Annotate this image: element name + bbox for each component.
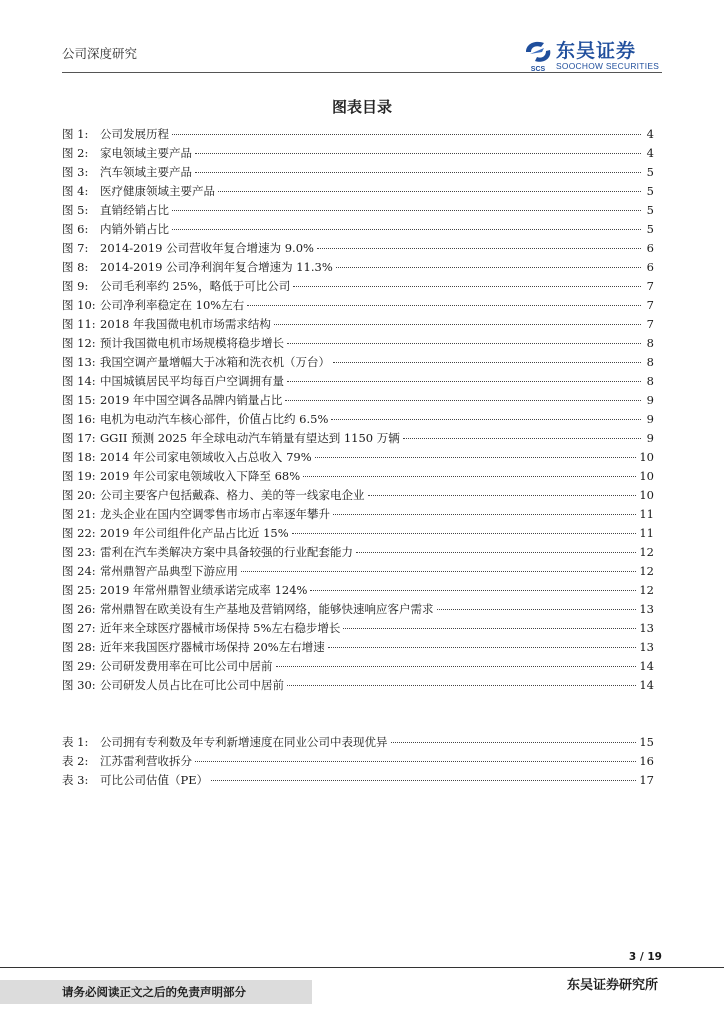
toc-entry-leader: [368, 494, 637, 496]
toc-entry[interactable]: [62, 505, 654, 524]
toc-entry-label: 图 24:: [62, 564, 96, 578]
page-number: 3 / 19: [628, 951, 662, 963]
toc-entry-page: 6: [646, 260, 654, 274]
toc-entry-label: 图 19:: [62, 469, 96, 483]
toc-entry-label: 图 9:: [62, 279, 89, 293]
toc-entry-page: 4: [646, 146, 654, 160]
toc-entry-page: 15: [639, 735, 654, 749]
toc-entry-title: 中国城镇居民平均每百户空调拥有量: [100, 374, 284, 388]
toc-entry-title: 近年来我国医疗器械市场保持 20%左右增速: [100, 640, 325, 654]
toc-entry-label: 图 28:: [62, 640, 96, 654]
toc-entry-page: 7: [646, 279, 654, 293]
toc-entry-page: 4: [646, 127, 654, 141]
toc-entry-title: 2014-2019 公司营收年复合增速为 9.0%: [100, 241, 314, 255]
toc-entry-leader: [391, 741, 637, 743]
toc-entry[interactable]: [62, 429, 654, 448]
toc-entry[interactable]: [62, 524, 654, 543]
toc-entry-leader: [241, 570, 636, 572]
toc-entry-leader: [172, 209, 641, 211]
toc-entry-title: 直销经销占比: [100, 203, 169, 217]
toc-entry[interactable]: [62, 277, 654, 296]
toc-entry-leader: [333, 361, 641, 363]
toc-entry-page: 13: [639, 621, 654, 635]
toc-entry-page: 9: [646, 412, 654, 426]
toc-entry-page: 16: [639, 754, 654, 768]
toc-entry-title: 医疗健康领域主要产品: [100, 184, 215, 198]
toc-entry-label: 图 4:: [62, 184, 89, 198]
toc-entry-page: 17: [639, 773, 654, 787]
toc-entry-label: 表 2:: [62, 754, 89, 768]
toc-entry[interactable]: [62, 220, 654, 239]
toc-entry-label: 表 3:: [62, 773, 89, 787]
toc-entry-page: 8: [646, 336, 654, 350]
toc-entry[interactable]: [62, 144, 654, 163]
toc-entry-leader: [315, 456, 637, 458]
toc-entry-page: 5: [646, 165, 654, 179]
toc-entry-page: 10: [639, 450, 654, 464]
toc-entry-label: 图 3:: [62, 165, 89, 179]
toc-entry-page: 12: [639, 564, 654, 578]
toc-entry-page: 5: [646, 222, 654, 236]
toc-entry[interactable]: [62, 619, 654, 638]
toc-entry-label: 图 27:: [62, 621, 96, 635]
toc-entry[interactable]: [62, 201, 654, 220]
toc-entry[interactable]: [62, 467, 654, 486]
toc-entry-leader: [195, 171, 641, 173]
toc-entry-title: 电机为电动汽车核心部件，价值占比约 6.5%: [100, 412, 329, 426]
toc-entry-leader: [328, 646, 637, 648]
toc-entry-leader: [172, 228, 641, 230]
toc-entry[interactable]: [62, 334, 654, 353]
toc-entry-title: 2014-2019 公司净利润年复合增速为 11.3%: [100, 260, 333, 274]
toc-entry-leader: [172, 133, 641, 135]
toc-entry-label: 图 11:: [62, 317, 96, 331]
toc-entry[interactable]: [62, 638, 654, 657]
toc-entry-title: 公司毛利率约 25%，略低于可比公司: [100, 279, 291, 293]
toc-entry-page: 13: [639, 602, 654, 616]
toc-entry-title: 公司发展历程: [100, 127, 169, 141]
toc-entry-page: 14: [639, 678, 654, 692]
toc-entry-title: 江苏雷利营收拆分: [100, 754, 192, 768]
toc-entry-label: 图 21:: [62, 507, 96, 521]
toc-entry[interactable]: [62, 581, 654, 600]
toc-entry-label: 图 15:: [62, 393, 96, 407]
toc-entry-page: 11: [639, 526, 654, 540]
toc-entry-page: 9: [646, 431, 654, 445]
toc-entry[interactable]: [62, 676, 654, 695]
toc-entry-label: 图 2:: [62, 146, 89, 160]
toc-entry[interactable]: [62, 391, 654, 410]
toc-entry-title: 公司研发费用率在可比公司中居前: [100, 659, 273, 673]
toc-entry[interactable]: [62, 125, 654, 144]
toc-entry-leader: [293, 285, 641, 287]
toc-entry-title: 2019 年公司家电领域收入下降至 68%: [100, 469, 301, 483]
toc-entry-label: 图 25:: [62, 583, 96, 597]
toc-entry-label: 图 22:: [62, 526, 96, 540]
toc-entry-leader: [195, 760, 636, 762]
toc-entry-title: 2019 年常州鼎智业绩承诺完成率 124%: [100, 583, 308, 597]
soochow-logo-mark-icon: [522, 38, 554, 72]
toc-entry[interactable]: [62, 315, 654, 334]
toc-entry[interactable]: [62, 296, 654, 315]
toc-entry-page: 9: [646, 393, 654, 407]
toc-entry-title: 公司净利率稳定在 10%左右: [100, 298, 245, 312]
toc-entry-label: 图 6:: [62, 222, 89, 236]
toc-entry-title: 内销外销占比: [100, 222, 169, 236]
toc-entry-page: 7: [646, 298, 654, 312]
toc-entry-leader: [211, 779, 636, 781]
toc-entry-label: 图 7:: [62, 241, 89, 255]
toc-entry[interactable]: [62, 182, 654, 201]
toc-entry-leader: [274, 323, 641, 325]
toc-entry-title: 公司拥有专利数及年专利新增速度在同业公司中表现优异: [100, 735, 388, 749]
footer-divider: [0, 967, 724, 968]
toc-entry-leader: [285, 399, 641, 401]
toc-entry-leader: [287, 342, 641, 344]
report-category: 公司深度研究: [62, 46, 138, 61]
toc-entry-label: 图 5:: [62, 203, 89, 217]
toc-entry-leader: [356, 551, 636, 553]
toc-entry-leader: [195, 152, 641, 154]
research-institute-name: 东吴证券研究所: [566, 978, 658, 993]
toc-entry-title: 2018 年我国微电机市场需求结构: [100, 317, 271, 331]
toc-entry-title: 2019 年中国空调各品牌内销量占比: [100, 393, 283, 407]
toc-entry-leader: [333, 513, 636, 515]
toc-entry-title: 可比公司估值（PE）: [100, 773, 209, 787]
toc-entry-title: 2019 年公司组件化产品占比近 15%: [100, 526, 289, 540]
toc-entry-title: 常州鼎智在欧美设有生产基地及营销网络，能够快速响应客户需求: [100, 602, 434, 616]
toc-entry-page: 11: [639, 507, 654, 521]
toc-entry-leader: [403, 437, 641, 439]
toc-entry[interactable]: [62, 733, 654, 752]
toc-entry-title: 近年来全球医疗器械市场保持 5%左右稳步增长: [100, 621, 341, 635]
toc-entry-label: 图 23:: [62, 545, 96, 559]
toc-entry-page: 13: [639, 640, 654, 654]
toc-entry-title: 公司研发人员占比在可比公司中居前: [100, 678, 284, 692]
toc-entry-title: 家电领域主要产品: [100, 146, 192, 160]
toc-title: 图表目录: [331, 98, 392, 116]
header-divider: [62, 72, 662, 73]
toc-entry[interactable]: [62, 353, 654, 372]
toc-entry-page: 14: [639, 659, 654, 673]
toc-entry[interactable]: [62, 448, 654, 467]
disclaimer-text: 请务必阅读正文之后的免责声明部分: [62, 985, 246, 999]
toc-entry-title: GGII 预测 2025 年全球电动汽车销量有望达到 1150 万辆: [100, 431, 400, 445]
toc-entry[interactable]: [62, 771, 654, 790]
toc-entry[interactable]: [62, 372, 654, 391]
toc-entry-label: 图 1:: [62, 127, 89, 141]
toc-entry-label: 表 1:: [62, 735, 89, 749]
toc-entry-label: 图 26:: [62, 602, 96, 616]
toc-entry-title: 常州鼎智产品典型下游应用: [100, 564, 238, 578]
toc-entry-title: 预计我国微电机市场规模将稳步增长: [100, 336, 284, 350]
toc-entry-label: 图 14:: [62, 374, 96, 388]
toc-entry-page: 12: [639, 545, 654, 559]
toc-entry-page: 5: [646, 184, 654, 198]
toc-entry[interactable]: [62, 657, 654, 676]
toc-entry-page: 6: [646, 241, 654, 255]
toc-entry[interactable]: [62, 239, 654, 258]
toc-entry-page: 7: [646, 317, 654, 331]
toc-entry-leader: [437, 608, 637, 610]
toc-entry-leader: [303, 475, 636, 477]
toc-entry-leader: [310, 589, 636, 591]
toc-entry-page: 8: [646, 374, 654, 388]
toc-entry-leader: [287, 380, 641, 382]
toc-entry-leader: [247, 304, 641, 306]
toc-entry-label: 图 18:: [62, 450, 96, 464]
toc-entry-leader: [317, 247, 641, 249]
toc-entry-label: 图 16:: [62, 412, 96, 426]
toc-entry-page: 10: [639, 469, 654, 483]
table-index-list: [62, 733, 654, 790]
toc-entry-label: 图 20:: [62, 488, 96, 502]
toc-entry-title: 我国空调产量增幅大于冰箱和洗衣机（万台）: [100, 355, 330, 369]
toc-entry[interactable]: [62, 163, 654, 182]
toc-entry-page: 12: [639, 583, 654, 597]
logo-chinese-name: 东吴证券: [556, 40, 637, 62]
figure-index-list: [62, 125, 654, 695]
company-logo: [522, 38, 674, 74]
toc-entry-label: 图 29:: [62, 659, 96, 673]
logo-english-name: SOOCHOW SECURITIES: [556, 61, 660, 71]
toc-entry[interactable]: [62, 562, 654, 581]
toc-entry[interactable]: [62, 486, 654, 505]
toc-entry-label: 图 13:: [62, 355, 96, 369]
toc-entry-leader: [218, 190, 641, 192]
logo-mark-text: SCS: [530, 66, 546, 72]
toc-entry[interactable]: [62, 410, 654, 429]
toc-entry-label: 图 12:: [62, 336, 96, 350]
toc-entry-leader: [276, 665, 637, 667]
toc-entry[interactable]: [62, 600, 654, 619]
toc-entry-page: 5: [646, 203, 654, 217]
toc-entry-title: 2014 年公司家电领域收入占总收入 79%: [100, 450, 312, 464]
toc-entry-label: 图 17:: [62, 431, 96, 445]
toc-entry-page: 8: [646, 355, 654, 369]
toc-entry-leader: [336, 266, 641, 268]
toc-entry-title: 公司主要客户包括戴森、格力、美的等一线家电企业: [100, 488, 365, 502]
toc-entry[interactable]: [62, 752, 654, 771]
toc-entry-leader: [343, 627, 636, 629]
toc-entry-label: 图 30:: [62, 678, 96, 692]
toc-entry-label: 图 10:: [62, 298, 96, 312]
toc-entry-title: 龙头企业在国内空调零售市场市占率逐年攀升: [100, 507, 330, 521]
toc-entry-page: 10: [639, 488, 654, 502]
toc-entry-title: 雷利在汽车类解决方案中具备较强的行业配套能力: [100, 545, 353, 559]
toc-entry[interactable]: [62, 543, 654, 562]
toc-entry-leader: [292, 532, 637, 534]
toc-entry-leader: [287, 684, 636, 686]
toc-entry[interactable]: [62, 258, 654, 277]
toc-entry-leader: [331, 418, 641, 420]
toc-entry-label: 图 8:: [62, 260, 89, 274]
toc-entry-title: 汽车领域主要产品: [100, 165, 192, 179]
